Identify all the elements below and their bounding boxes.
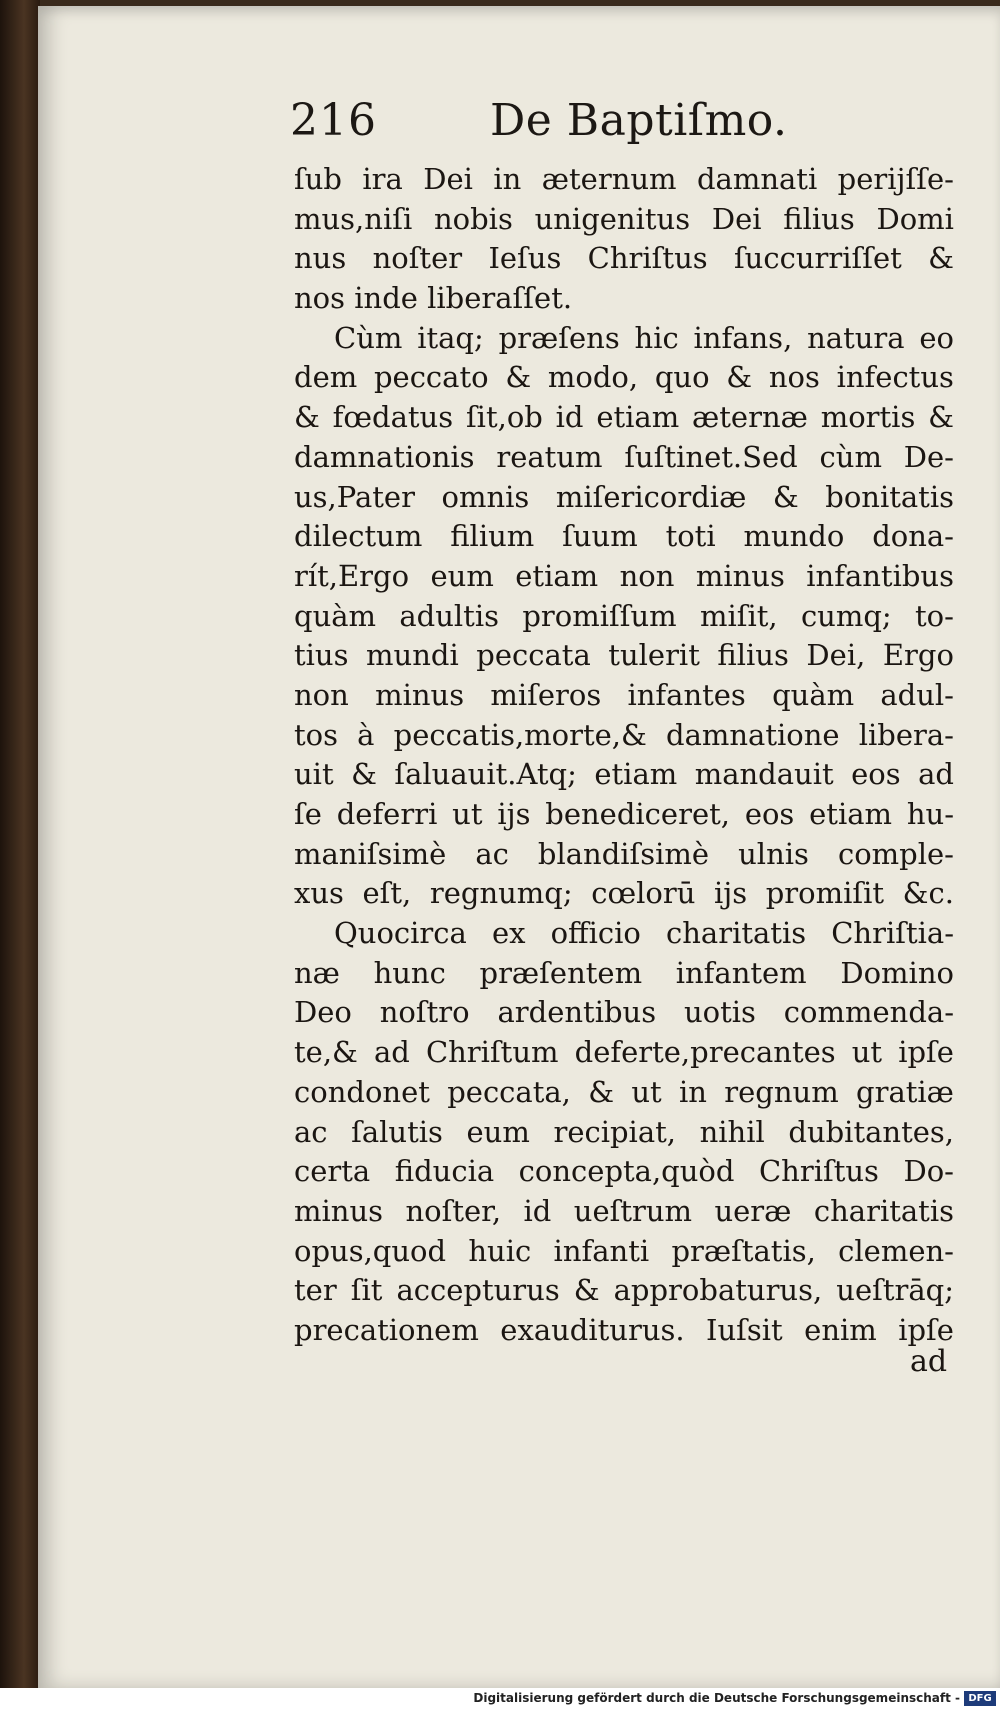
text-line: quàm adultis promiſſum miſit, cumq; to- [294,598,954,633]
text-line: tius mundi peccata tulerit filius Dei, Ergo [294,638,954,673]
text-line: damnationis reatum ſuſtinet.Sed cùm De- [294,439,954,474]
body-text [294,160,954,1351]
footer-bar [0,1688,1000,1710]
book-binding-edge [0,0,40,1688]
text-line: minus noſter, id ueſtrum ueræ charitatis [294,1193,954,1228]
text-line: næ hunc præſentem infantem Domino [294,955,954,990]
text-line: maniſsimè ac blandiſsimè ulnis comple- [294,836,954,871]
text-line: us,Pater omnis miſericordiæ & bonitatis [294,479,954,514]
page-header [290,95,960,155]
text-line: xus eſt, regnumq; cœlorū ijs promiſit &c. [294,876,954,911]
text-line: & fœdatus ſit,ob id etiam æternæ mortis & [294,400,954,435]
running-head: De Baptiſmo. [490,95,788,146]
text-line: non minus miſeros infantes quàm adul- [294,677,954,712]
text-line: dem peccato & modo, quo & nos infectus [294,360,954,395]
text-line: ſub ira Dei in æternum damnati perijſſe- [294,162,954,196]
catchword: ad [910,1344,948,1379]
text-line: ſe deferri ut ijs benediceret, eos etiam hu- [294,797,954,831]
text-line: ac ſalutis eum recipiat, nihil dubitantes, [294,1114,954,1149]
text-line: condonet peccata, & ut in regnum gratiæ [294,1074,954,1109]
dfg-logo: DFG [964,1691,996,1706]
text-line: dilectum filium ſuum toti mundo dona- [294,519,954,554]
text-line: ter ſit accepturus & approbaturus, ueſtrāq; [294,1273,954,1308]
text-line: mus,niſi nobis unigenitus Dei filius Domi [294,201,954,236]
text-line: tos à peccatis,morte,& damnatione libera- [294,717,954,752]
text-line: Quocirca ex officio charitatis Chriſtia- [334,916,954,951]
text-line: Cùm itaq; præſens hic infans, natura eo [334,320,954,355]
text-line: opus,quod huic infanti præſtatis, clemen- [294,1233,954,1268]
page-number: 216 [290,95,377,146]
text-line: nos inde liberaſſet. [294,281,573,316]
text-line: certa fiducia concepta,quòd Chriſtus Do- [294,1154,954,1189]
text-line: precationem exauditurus. Iuſsit enim ipſe [294,1312,954,1347]
text-line: nus noſter Ieſus Chriſtus ſuccurriſſet & [294,241,954,276]
text-line: rít,Ergo eum etiam non minus infantibus [294,558,954,593]
text-line: Deo noſtro ardentibus uotis commenda- [294,995,954,1030]
text-line: te,& ad Chriſtum deferte,precantes ut ipſe [294,1035,954,1070]
text-line: uit & ſaluauit.Atq; etiam mandauit eos ad [294,757,954,792]
funding-credit: Digitalisierung gefördert durch die Deutsche Forschungsgemeinschaft - [473,1691,960,1705]
